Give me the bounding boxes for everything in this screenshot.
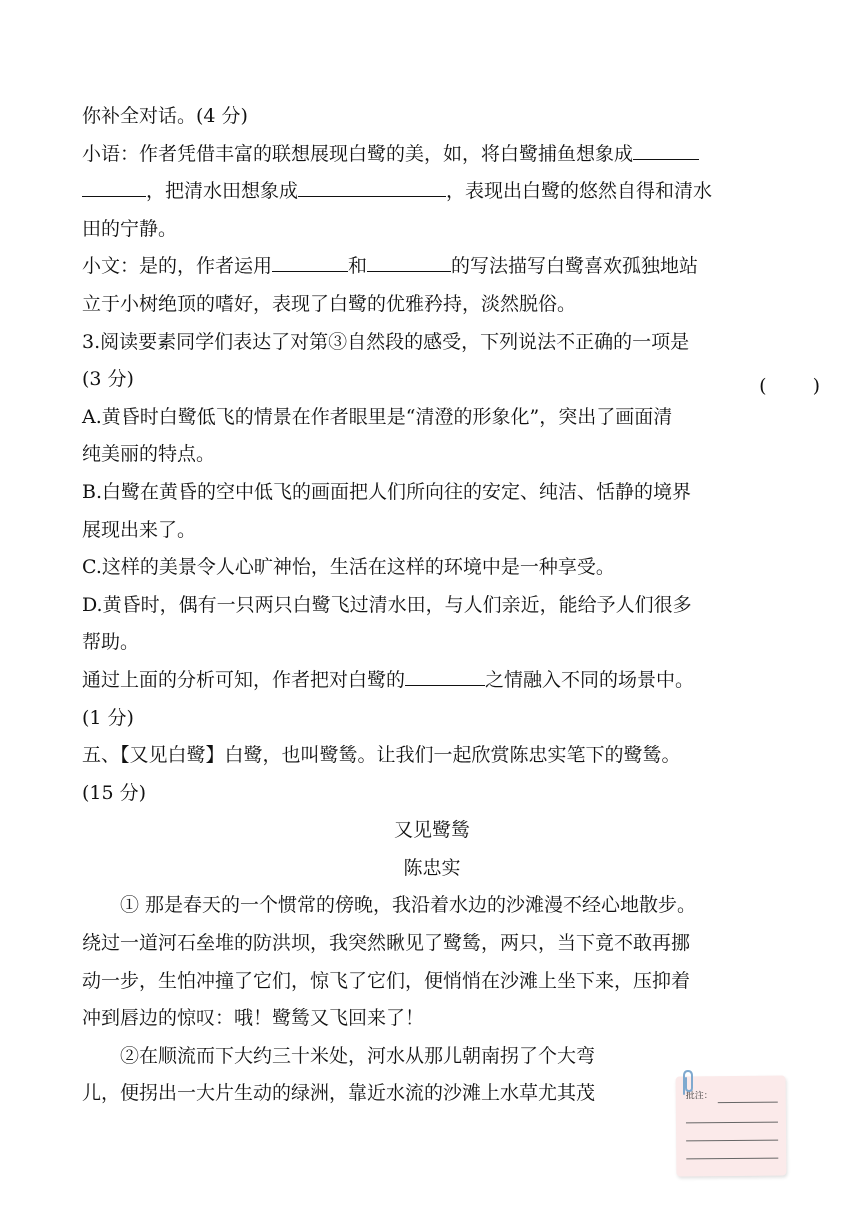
option-text: 展现出来了。 [82, 518, 197, 541]
fill-blank-1[interactable] [633, 137, 699, 160]
paragraph-1-cont [82, 963, 782, 1001]
text-line [82, 98, 782, 136]
fill-blank-5[interactable] [405, 663, 485, 686]
paperclip-icon [676, 1068, 698, 1096]
option-text: 纯美丽的特点。 [82, 443, 216, 466]
text-line [82, 211, 782, 249]
text-segment: 立于小树绝顶的嗜好，表现了白鹭的优雅矜持，淡然脱俗。 [82, 292, 577, 315]
text-line [82, 248, 782, 286]
dialogue-xiaowen: 小文：是的，作者运用 [82, 255, 273, 278]
text-segment: 通过上面的分析可知，作者把对白鹭的 [82, 668, 406, 691]
paragraph-text: 动一步，生怕冲撞了它们，惊飞了它们，便悄悄在沙滩上坐下来，压抑着 [82, 969, 691, 992]
question-3 [82, 324, 782, 362]
article-author-text: 陈忠实 [403, 856, 461, 879]
annotation-line[interactable] [686, 1140, 778, 1142]
text-line [82, 361, 782, 399]
question-score-text: (15 分) [82, 781, 147, 804]
option-text: D.黄昏时，偶有一只两只白鹭飞过清水田，与人们亲近，能给予人们很多 [82, 593, 692, 616]
fill-blank-3[interactable] [272, 249, 348, 272]
article-author [82, 850, 782, 888]
paragraph-1-cont [82, 925, 782, 963]
fill-blank-1-cont[interactable] [82, 174, 146, 197]
text-line [82, 700, 782, 738]
text-segment: 之情融入不同的场景中。 [485, 668, 695, 691]
text-segment: 和 [348, 255, 368, 278]
text-segment: 的写法描写白鹭喜欢孤独地站 [451, 255, 699, 278]
text-line [82, 512, 782, 550]
paragraph-text: ① 那是春天的一个惯常的傍晚，我沿着水边的沙滩漫不经心地散步。 [120, 894, 697, 917]
option-a [82, 399, 782, 437]
fill-blank-2[interactable] [298, 174, 446, 197]
exam-page [82, 98, 782, 1113]
annotation-label: 批注： [685, 1091, 713, 1102]
section-heading-text: 五、【又见白鹭】白鹭，也叫鹭鸶。让我们一起欣赏陈忠实笔下的鹭鸶。 [82, 744, 681, 767]
text-line [82, 775, 782, 813]
paragraph-text: 儿，便拐出一大片生动的绿洲，靠近水流的沙滩上水草尤其茂 [82, 1082, 596, 1105]
option-d [82, 587, 782, 625]
text-line [82, 624, 782, 662]
article-title [82, 812, 782, 850]
text-segment: ，把清水田想象成 [146, 180, 299, 203]
text-line [82, 662, 782, 700]
answer-parentheses[interactable] [759, 368, 840, 406]
section-five-heading [82, 737, 782, 775]
option-b [82, 474, 782, 512]
text-line [82, 436, 782, 474]
text-line [82, 173, 782, 211]
text-line [82, 136, 782, 174]
annotation-line[interactable] [686, 1122, 778, 1124]
article-title-text: 又见鹭鸶 [393, 819, 470, 842]
answer-parentheses-text: ( ) [759, 375, 840, 397]
text-line [82, 286, 782, 324]
paragraph-text: ②在顺流而下大约三十米处，河水从那儿朝南拐了个大弯 [120, 1044, 596, 1067]
question-stem: 3.阅读要素同学们表达了对第③自然段的感受，下列说法不正确的一项是 [82, 330, 690, 353]
text-segment: ，表现出白鹭的悠然自得和清水 [446, 180, 713, 203]
question-score-text: (3 分) [82, 368, 134, 391]
option-text: B.白鹭在黄昏的空中低飞的画面把人们所向往的安定、纯洁、恬静的境界 [82, 480, 692, 503]
paragraph-text: 绕过一道河石垒堆的防洪坝，我突然瞅见了鹭鸶，两只，当下竟不敢再挪 [82, 932, 691, 955]
option-text: C.这样的美景令人心旷神怡，生活在这样的环境中是一种享受。 [82, 556, 615, 579]
option-c [82, 549, 782, 587]
paragraph-1-cont [82, 1000, 782, 1038]
option-text: 帮助。 [82, 631, 140, 654]
question-score-text: (1 分) [82, 706, 134, 729]
annotation-line[interactable] [718, 1102, 778, 1104]
dialogue-xiaoyu: 小语：作者凭借丰富的联想展现白鹭的美，如，将白鹭捕鱼想象成 [82, 142, 634, 165]
text-segment: 田的宁静。 [82, 217, 178, 240]
paragraph-1 [82, 887, 782, 925]
question-score-text: 你补全对话。(4 分) [82, 105, 248, 127]
paragraph-text: 冲到唇边的惊叹：哦！鹭鸶又飞回来了！ [82, 1007, 425, 1030]
fill-blank-4[interactable] [367, 249, 451, 272]
annotation-line[interactable] [686, 1158, 778, 1160]
option-text: A.黄昏时白鹭低飞的情景在作者眼里是“清澄的形象化”，突出了画面清 [82, 405, 673, 428]
